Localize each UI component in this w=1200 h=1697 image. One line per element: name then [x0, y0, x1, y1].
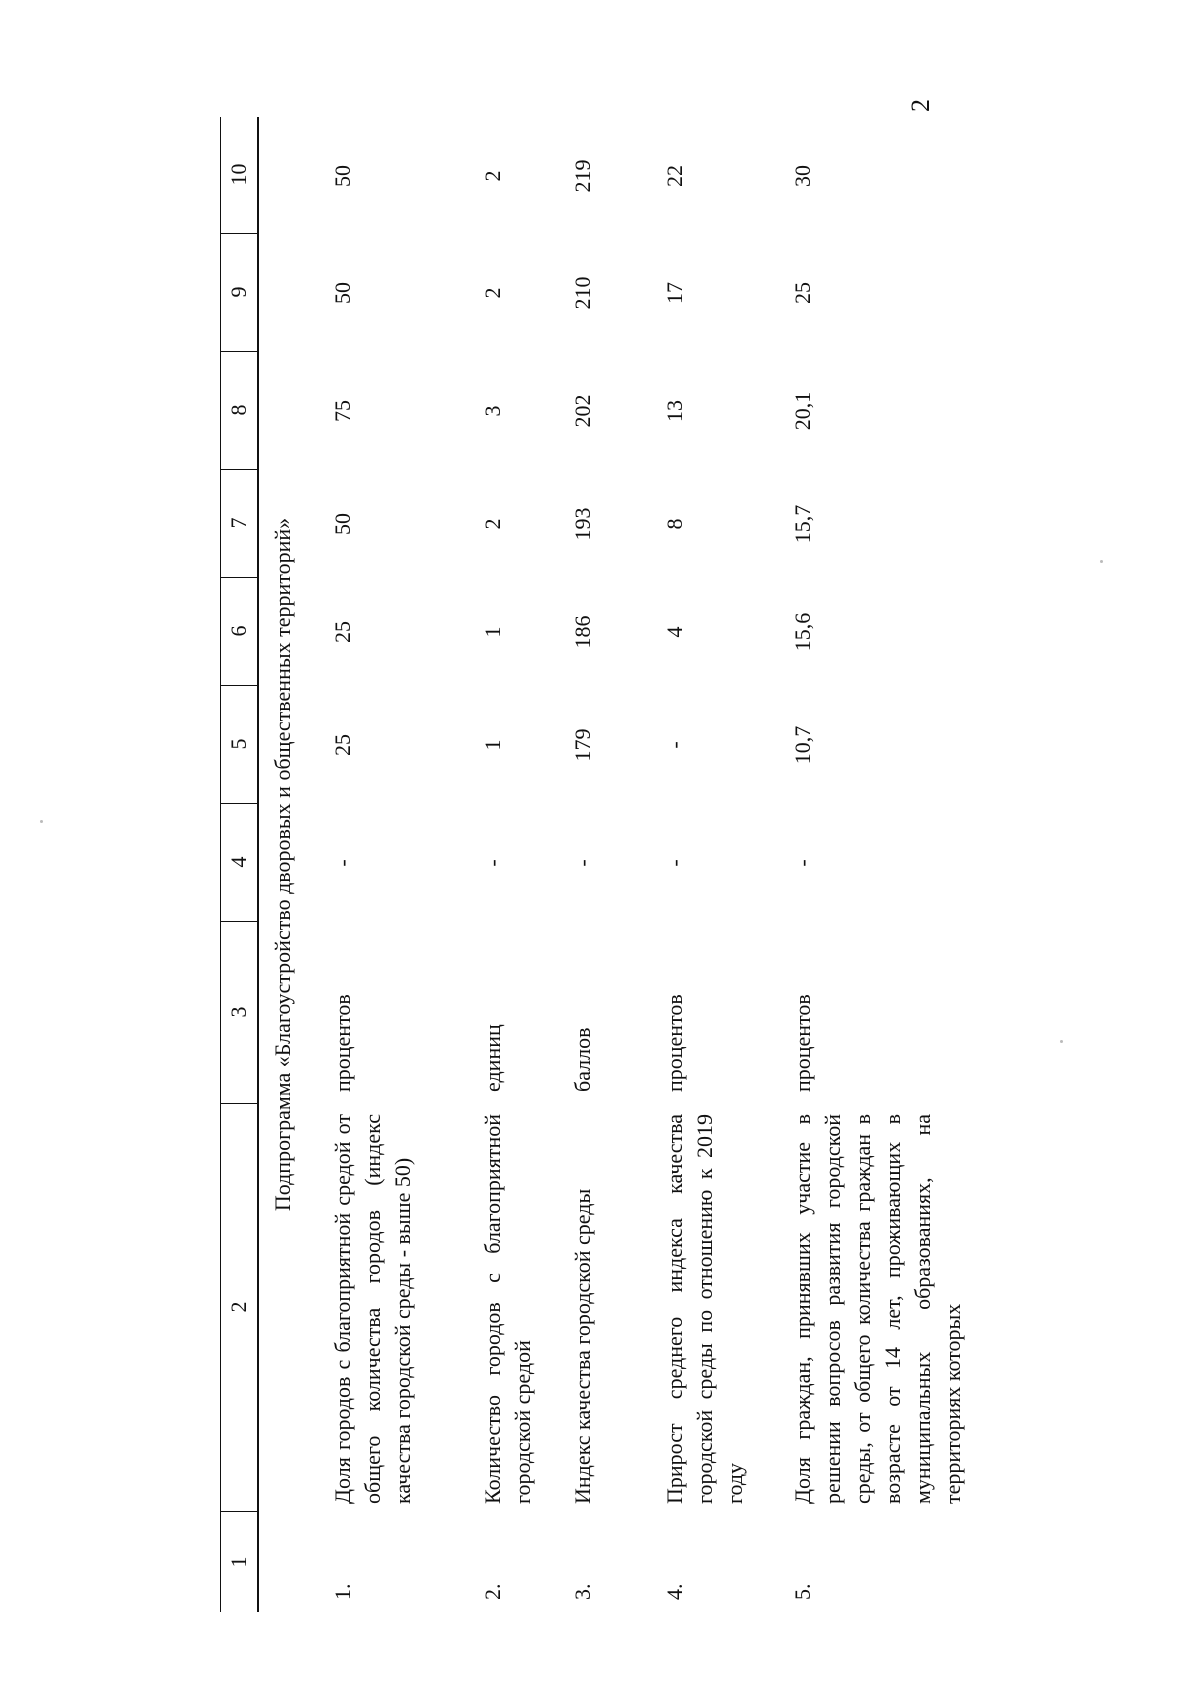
indicator-unit: процентов — [330, 994, 355, 1092]
indicator-name: Количество городов с благоприятной городской средой — [480, 1114, 535, 1504]
row-number: 1. — [330, 1583, 355, 1600]
value-col-6: 25 — [330, 621, 355, 643]
row-number: 3. — [570, 1583, 595, 1600]
indicator-name: Индекс качества городской среды — [570, 1188, 595, 1504]
column-header-10: 10 — [221, 116, 257, 234]
value-col-5: 179 — [570, 728, 595, 762]
row-number: 5. — [790, 1583, 815, 1600]
value-col-5: - — [662, 741, 687, 749]
indicator-name: Прирост среднего индекса качества городской среды по отношению к 2019 году — [662, 1114, 747, 1504]
indicator-unit: баллов — [570, 1027, 595, 1092]
value-col-7: 50 — [330, 513, 355, 535]
value-col-4: - — [330, 859, 355, 867]
value-col-5: 25 — [330, 734, 355, 756]
value-col-8: 20,1 — [790, 391, 815, 431]
value-col-7: 8 — [662, 518, 687, 530]
value-col-4: - — [662, 859, 687, 867]
indicator-unit: процентов — [790, 994, 815, 1092]
page-number: 2 — [906, 99, 935, 112]
column-header-6: 6 — [221, 577, 257, 686]
value-col-4: - — [480, 859, 505, 867]
value-col-10: 219 — [570, 159, 595, 193]
column-header-3: 3 — [221, 921, 257, 1104]
column-header-4: 4 — [221, 803, 257, 922]
subprogram-title: Подпрограмма «Благоустройство дворовых и общественных территорий» — [270, 517, 295, 1212]
value-col-10: 50 — [330, 165, 355, 187]
column-header-2: 2 — [221, 1103, 257, 1512]
value-col-8: 13 — [662, 400, 687, 422]
value-col-8: 3 — [480, 405, 505, 417]
value-col-9: 2 — [480, 287, 505, 299]
column-header-1: 1 — [226, 1556, 251, 1568]
value-col-7: 2 — [480, 518, 505, 530]
value-col-6: 15,6 — [790, 612, 815, 652]
scan-speck — [1100, 560, 1103, 563]
row-number: 4. — [662, 1583, 687, 1600]
value-col-6: 4 — [662, 626, 687, 638]
value-col-4: - — [570, 859, 595, 867]
value-col-7: 15,7 — [790, 504, 815, 544]
column-header-8: 8 — [221, 351, 257, 470]
value-col-6: 186 — [570, 615, 595, 649]
column-number-row — [220, 117, 259, 1612]
indicator-name: Доля граждан, принявших участие в решении вопросов развития городской среды, от общего количества граждан в возрасте от 14 лет, проживающих в муниципальных образованиях, на территориях которых — [790, 1114, 965, 1504]
value-col-9: 50 — [330, 282, 355, 304]
indicator-unit: единиц — [480, 1024, 505, 1092]
column-header-5: 5 — [221, 685, 257, 804]
value-col-5: 10,7 — [790, 725, 815, 765]
value-col-8: 75 — [330, 400, 355, 422]
value-col-9: 25 — [790, 282, 815, 304]
indicator-table — [220, 117, 965, 1612]
column-header-7: 7 — [221, 469, 257, 578]
value-col-6: 1 — [480, 626, 505, 638]
value-col-8: 202 — [570, 394, 595, 428]
value-col-9: 17 — [662, 282, 687, 304]
value-col-10: 2 — [480, 170, 505, 182]
column-header-9: 9 — [221, 233, 257, 352]
row-number: 2. — [480, 1583, 505, 1600]
value-col-5: 1 — [480, 739, 505, 751]
value-col-9: 210 — [570, 276, 595, 310]
value-col-7: 193 — [570, 507, 595, 541]
indicator-name: Доля городов с благоприятной средой от общего количества городов (индекс качества городской среды - выше 50) — [330, 1114, 415, 1504]
value-col-10: 22 — [662, 165, 687, 187]
value-col-4: - — [790, 859, 815, 867]
value-col-10: 30 — [790, 165, 815, 187]
scan-speck — [40, 820, 43, 823]
scan-speck — [1060, 1040, 1063, 1043]
indicator-unit: процентов — [662, 994, 687, 1092]
